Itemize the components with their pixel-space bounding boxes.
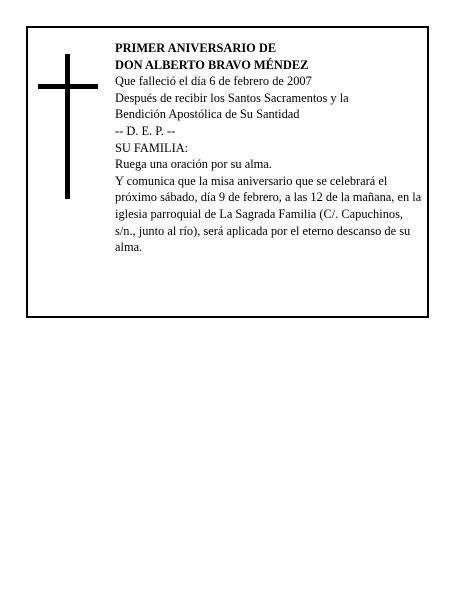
sacraments-line-1: Después de recibir los Santos Sacramentos y la [115, 90, 349, 105]
notice-title-line-2: DON ALBERTO BRAVO MÉNDEZ [115, 57, 309, 72]
mass-announcement: Y comunica que la misa aniversario que se celebrará el próximo sábado, día 9 de febrero, a las 12 de la mañana, en la iglesia parroquial de La Sagrada Familia (C/. Capuchinos, s/n., junto al río), será aplicada por el eterno descanso de su alma. [115, 173, 422, 255]
cross-icon [38, 54, 98, 199]
sacraments-line-2: Bendición Apostólica de Su Santidad [115, 107, 300, 122]
rip-line: -- D. E. P. -- [115, 123, 176, 138]
notice-text [115, 40, 423, 256]
family-label: SU FAMILIA: [115, 140, 189, 155]
cross-vertical-bar [65, 54, 70, 199]
notice-title-line-1: PRIMER ANIVERSARIO DE [115, 41, 277, 55]
cross-horizontal-bar [38, 84, 98, 89]
death-date-line: Que falleció el día 6 de febrero de 2007 [115, 74, 312, 89]
prayer-request: Ruega una oración por su alma. [115, 157, 272, 172]
obituary-notice [26, 26, 429, 318]
